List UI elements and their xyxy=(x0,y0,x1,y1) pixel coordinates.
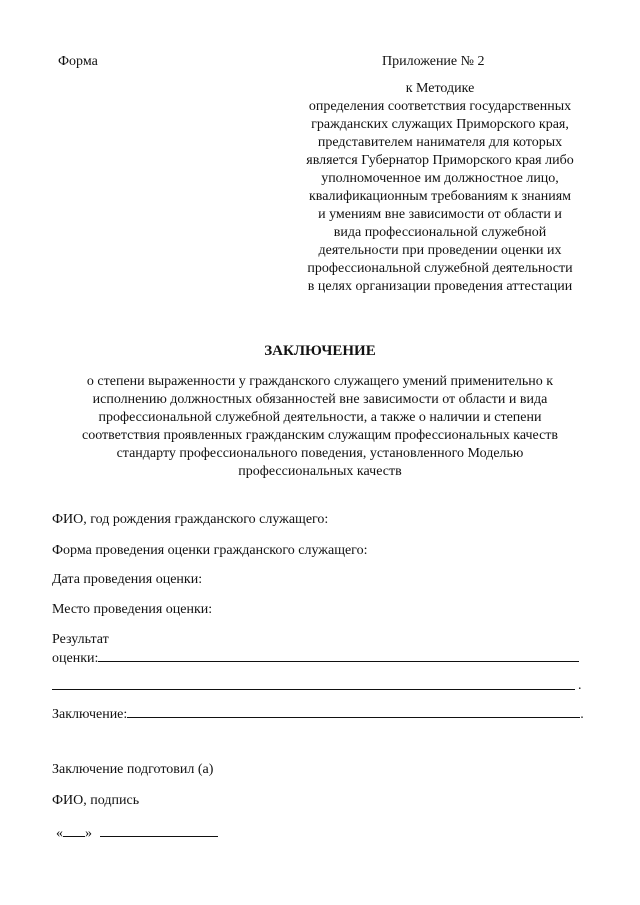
appendix-line: уполномоченное им должностное лицо, xyxy=(321,171,559,186)
date-close-quote: » xyxy=(85,826,92,841)
fio-signature-label: ФИО, подпись xyxy=(52,793,140,808)
result-continuation-line[interactable] xyxy=(52,689,575,690)
appendix-line: квалификационным требованиям к знаниям xyxy=(308,189,571,204)
subtitle-line: соответствия проявленных гражданским служащим профессиональных качеств xyxy=(81,428,559,443)
appendix-line: представителем нанимателя для которых xyxy=(317,135,563,150)
result-row xyxy=(52,649,579,667)
result-end-period: . xyxy=(578,678,582,693)
date-month-year-line[interactable] xyxy=(100,824,218,837)
appendix-line: гражданских служащих Приморского края, xyxy=(311,117,569,132)
subtitle-line: исполнению должностных обязанностей вне зависимости от области и вида xyxy=(92,392,548,407)
subtitle-line: о степени выраженности у гражданского служащего умений применительно к xyxy=(86,374,554,389)
result-input-line[interactable] xyxy=(98,649,579,662)
assessment-form-label: Форма проведения оценки гражданского служащего: xyxy=(52,543,368,558)
result-label-line1: Результат xyxy=(52,632,109,647)
subtitle-line: стандарту профессионального поведения, установленного Моделью xyxy=(116,446,524,461)
appendix-line: является Губернатор Приморского края либо xyxy=(306,153,574,168)
appendix-line: деятельности при проведении оценки их xyxy=(318,243,562,258)
document-subtitle xyxy=(40,373,600,481)
appendix-line: к Методике xyxy=(405,81,475,96)
assessment-place-label: Место проведения оценки: xyxy=(52,602,213,617)
date-open-quote: « xyxy=(56,826,63,841)
appendix-line: определения соответствия государственных xyxy=(308,99,572,114)
assessment-date-label: Дата проведения оценки: xyxy=(52,572,203,587)
appendix-line: профессиональной служебной деятельности xyxy=(307,261,573,276)
fio-field-label: ФИО, год рождения гражданского служащего: xyxy=(52,512,329,527)
form-label: Форма xyxy=(58,54,98,69)
appendix-description xyxy=(280,80,600,296)
conclusion-end-period: . xyxy=(580,707,584,722)
appendix-line: и умениям вне зависимости от области и xyxy=(318,207,562,222)
conclusion-row xyxy=(52,705,584,723)
appendix-number: Приложение № 2 xyxy=(382,54,485,69)
appendix-line: в целях организации проведения аттестации xyxy=(307,279,573,294)
appendix-line: вида профессиональной служебной xyxy=(333,225,547,240)
date-row xyxy=(56,824,218,842)
prepared-by-label: Заключение подготовил (а) xyxy=(52,762,214,777)
subtitle-line: профессиональных качеств xyxy=(238,464,402,479)
conclusion-input-line[interactable] xyxy=(127,705,580,718)
document-title: ЗАКЛЮЧЕНИЕ xyxy=(264,343,376,359)
subtitle-line: профессиональной служебной деятельности, а также о наличии и степени xyxy=(98,410,542,425)
date-day-line[interactable] xyxy=(63,824,85,837)
result-label-line2: оценки: xyxy=(52,651,99,666)
conclusion-label: Заключение: xyxy=(52,707,128,722)
